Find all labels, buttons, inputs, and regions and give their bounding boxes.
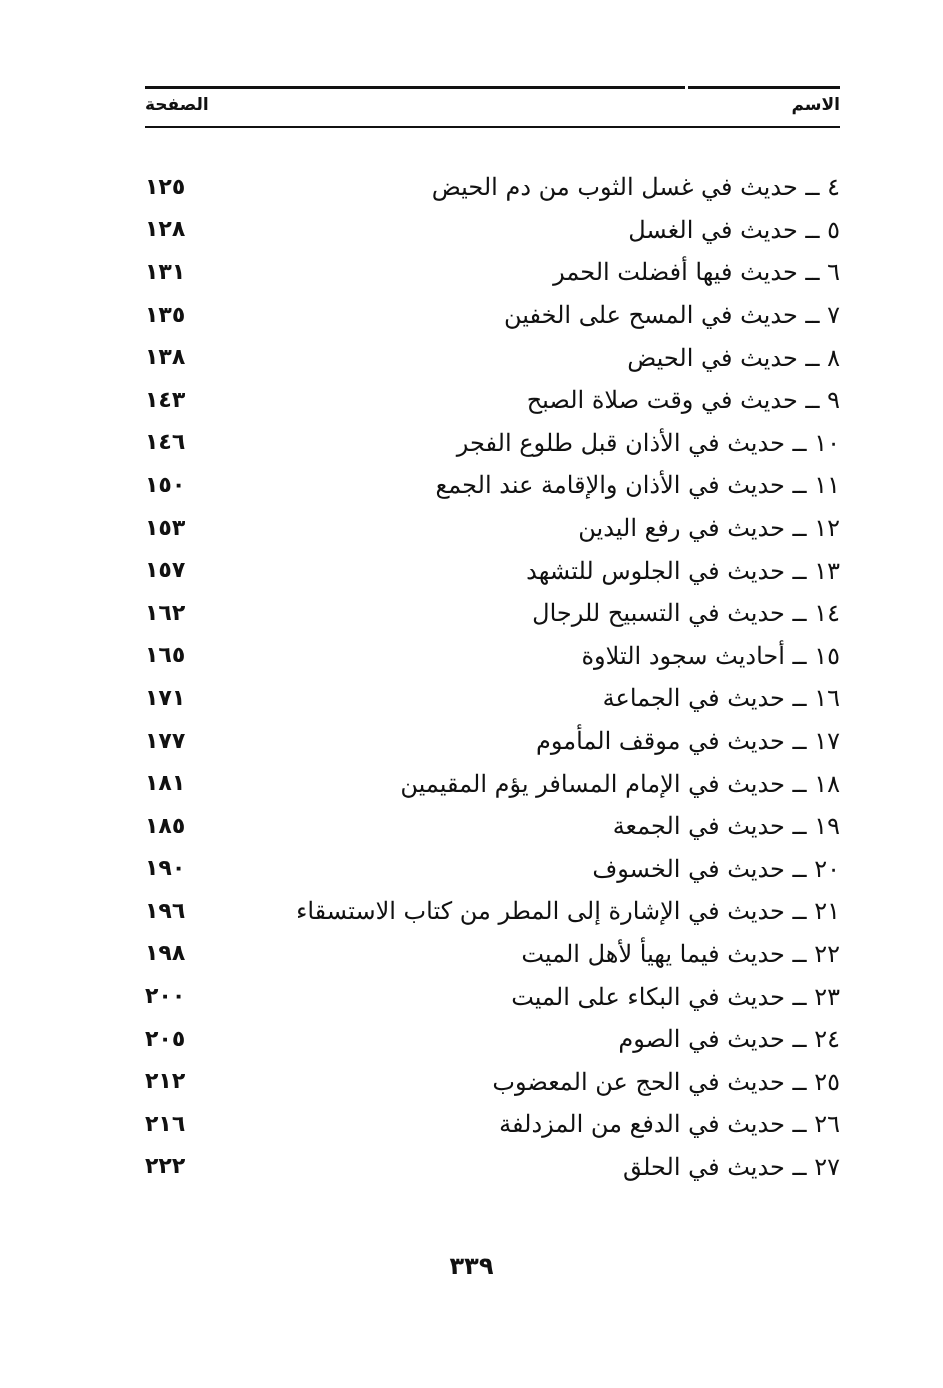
toc-entry <box>145 1146 840 1189</box>
toc-entry <box>145 1103 840 1146</box>
toc-entry-page: ١٧١ <box>145 685 186 711</box>
toc-entry-page: ١٧٧ <box>145 728 186 754</box>
toc-entry-page: ١٩٨ <box>145 941 186 967</box>
toc-entry-page: ١٣٥ <box>145 302 186 328</box>
toc-entry-title: ٨ ــ حديث في الحيض <box>627 343 840 372</box>
toc-entry <box>145 549 840 592</box>
toc-entry-title: ١٧ ــ حديث في موقف المأموم <box>536 727 840 756</box>
toc-entry-page: ٢١٦ <box>145 1111 186 1137</box>
header-rule-left <box>145 86 685 89</box>
toc-entry <box>145 209 840 252</box>
toc-entry-page: ١٤٣ <box>145 387 186 413</box>
toc-entry-page: ١٩٦ <box>145 898 186 924</box>
toc-entry-title: ١٥ ــ أحاديث سجود التلاوة <box>581 641 840 670</box>
toc-entry-title: ٢٣ ــ حديث في البكاء على الميت <box>511 982 840 1011</box>
toc-entry-title: ٦ ــ حديث فيها أفضلت الحمر <box>553 258 840 287</box>
toc-entry <box>145 251 840 294</box>
table-of-contents <box>145 166 840 1188</box>
toc-entry-page: ٢٢٢ <box>145 1154 186 1180</box>
toc-entry <box>145 805 840 848</box>
toc-entry <box>145 166 840 209</box>
toc-entry <box>145 975 840 1018</box>
toc-entry-page: ١٨١ <box>145 771 186 797</box>
toc-entry-title: ١١ ــ حديث في الأذان والإقامة عند الجمع <box>435 471 840 500</box>
header-rule-right <box>688 86 840 89</box>
toc-entry-page: ١٣٨ <box>145 345 186 371</box>
toc-entry-page: ٢٠٠ <box>145 984 186 1010</box>
toc-entry <box>145 762 840 805</box>
toc-entry-page: ١٢٨ <box>145 217 186 243</box>
toc-entry-title: ٢٦ ــ حديث في الدفع من المزدلفة <box>499 1110 840 1139</box>
toc-entry-title: ١٤ ــ حديث في التسبيح للرجال <box>532 599 840 628</box>
column-header-name: الاسم <box>791 95 840 115</box>
toc-entry-page: ١٥٠ <box>145 472 186 498</box>
toc-entry <box>145 336 840 379</box>
toc-entry-page: ١٥٣ <box>145 515 186 541</box>
toc-entry-title: ٤ ــ حديث في غسل الثوب من دم الحيض <box>431 173 840 202</box>
toc-entry <box>145 1018 840 1061</box>
toc-entry <box>145 422 840 465</box>
toc-entry-title: ٢٠ ــ حديث في الخسوف <box>592 854 840 883</box>
toc-entry-title: ٩ ــ حديث في وقت صلاة الصبح <box>526 386 840 415</box>
toc-entry <box>145 464 840 507</box>
toc-entry-title: ٢٥ ــ حديث في الحج عن المعضوب <box>492 1067 840 1096</box>
toc-entry-page: ١٨٥ <box>145 813 186 839</box>
toc-entry <box>145 933 840 976</box>
toc-entry-page: ١٩٠ <box>145 856 186 882</box>
toc-entry-page: ١٦٢ <box>145 600 186 626</box>
toc-entry-page: ١٤٦ <box>145 430 186 456</box>
toc-entry-title: ٥ ــ حديث في الغسل <box>628 215 840 244</box>
toc-entry <box>145 720 840 763</box>
toc-entry-title: ١٠ ــ حديث في الأذان قبل طلوع الفجر <box>456 428 840 457</box>
toc-entry <box>145 592 840 635</box>
toc-entry-title: ٧ ــ حديث في المسح على الخفين <box>503 301 840 330</box>
toc-entry <box>145 848 840 891</box>
toc-entry <box>145 677 840 720</box>
toc-entry-page: ١٥٧ <box>145 558 186 584</box>
toc-entry-title: ١٩ ــ حديث في الجمعة <box>612 812 840 841</box>
toc-entry-title: ١٢ ــ حديث في رفع اليدين <box>578 514 840 543</box>
toc-entry-page: ٢٠٥ <box>145 1026 186 1052</box>
toc-entry <box>145 507 840 550</box>
toc-entry-title: ١٨ ــ حديث في الإمام المسافر يؤم المقيمين <box>400 769 840 798</box>
toc-entry-title: ١٦ ــ حديث في الجماعة <box>602 684 840 713</box>
toc-entry-title: ٢٧ ــ حديث في الحلق <box>623 1152 840 1181</box>
toc-entry-page: ١٦٥ <box>145 643 186 669</box>
toc-entry-title: ٢٤ ــ حديث في الصوم <box>618 1025 840 1054</box>
toc-entry-title: ١٣ ــ حديث في الجلوس للتشهد <box>526 556 840 585</box>
toc-entry <box>145 294 840 337</box>
toc-entry-page: ١٣١ <box>145 259 186 285</box>
header-rule-bottom <box>145 126 840 128</box>
toc-entry <box>145 1060 840 1103</box>
toc-entry <box>145 890 840 933</box>
toc-entry-title: ٢١ ــ حديث في الإشارة إلى المطر من كتاب الاستسقاء <box>296 897 840 926</box>
toc-entry-page: ١٢٥ <box>145 174 186 200</box>
toc-entry <box>145 379 840 422</box>
toc-entry <box>145 635 840 678</box>
column-header-page: الصفحة <box>145 95 209 115</box>
page-number: ٣٣٩ <box>449 1252 494 1280</box>
toc-entry-page: ٢١٢ <box>145 1069 186 1095</box>
toc-entry-title: ٢٢ ــ حديث فيما يهيأ لأهل الميت <box>521 939 840 968</box>
